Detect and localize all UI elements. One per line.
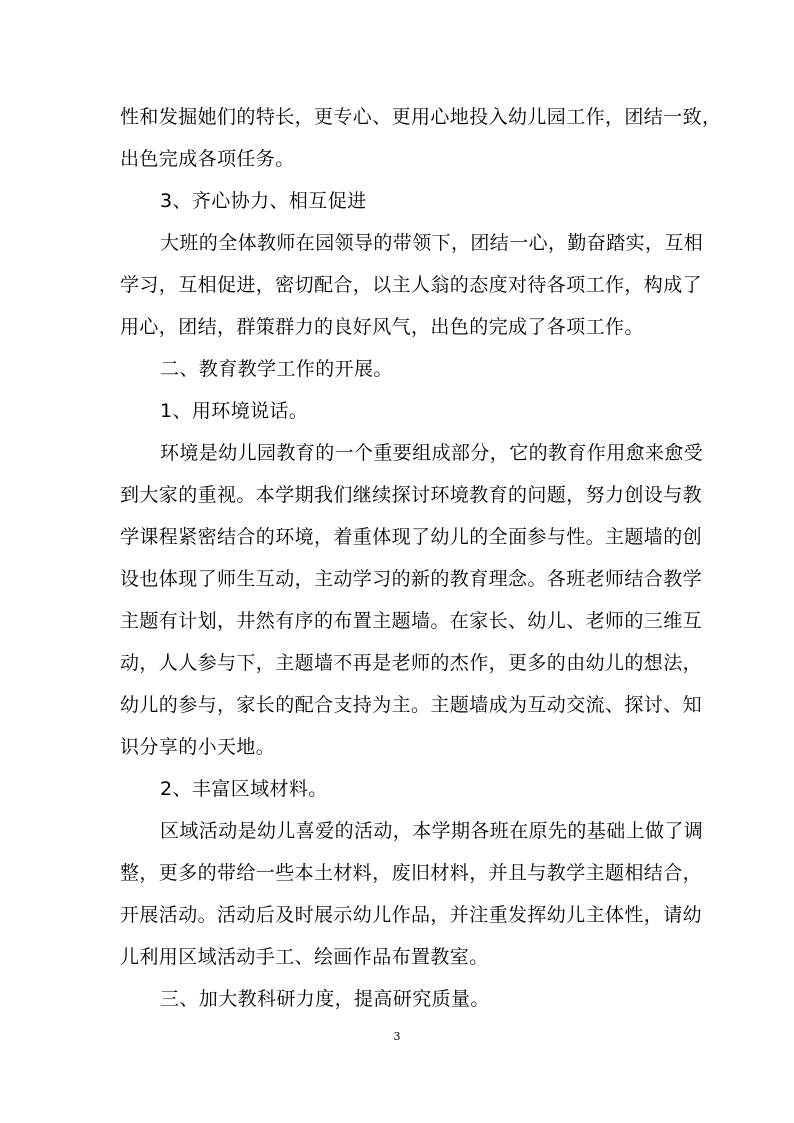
section-heading: 2、丰富区域材料。 [160, 778, 328, 800]
text-line: 幼儿的参与，家长的配合支持为主。主题墙成为互动交流、探讨、知 [120, 694, 703, 716]
text-line: 识分享的小天地。 [120, 736, 276, 758]
section-heading: 二、教育教学工作的开展。 [160, 358, 393, 380]
text-line: 设也体现了师生互动，主动学习的新的教育理念。各班老师结合教学 [120, 568, 703, 590]
page-number: 3 [393, 1030, 401, 1043]
text-line: 区域活动是幼儿喜爱的活动，本学期各班在原先的基础上做了调 [160, 820, 704, 842]
section-heading: 3、齐心协力、相互促进 [160, 190, 367, 212]
text-line: 用心，团结，群策群力的良好风气，出色的完成了各项工作。 [120, 316, 644, 338]
section-heading: 三、加大教科研力度，提高研究质量。 [160, 988, 490, 1010]
text-line: 到大家的重视。本学期我们继续探讨环境教育的问题，努力创设与教 [120, 484, 703, 506]
text-line: 性和发掘她们的特长，更专心、更用心地投入幼儿园工作，团结一致， [120, 106, 722, 128]
text-line: 学课程紧密结合的环境，着重体现了幼儿的全面参与性。主题墙的创 [120, 526, 703, 548]
text-line: 整，更多的带给一些本土材料，废旧材料，并且与教学主题相结合， [120, 862, 703, 884]
section-heading: 1、用环境说话。 [160, 400, 309, 422]
text-line: 大班的全体教师在园领导的带领下，团结一心，勤奋踏实，互相 [160, 232, 704, 254]
text-line: 儿利用区域活动手工、绘画作品布置教室。 [120, 946, 489, 968]
text-line: 主题有计划，井然有序的布置主题墙。在家长、幼儿、老师的三维互 [120, 610, 703, 632]
text-line: 环境是幼儿园教育的一个重要组成部分，它的教育作用愈来愈受 [160, 442, 704, 464]
text-line: 出色完成各项任务。 [120, 148, 295, 170]
text-line: 动，人人参与下，主题墙不再是老师的杰作，更多的由幼儿的想法， [120, 652, 703, 674]
text-line: 开展活动。活动后及时展示幼儿作品，并注重发挥幼儿主体性，请幼 [120, 904, 703, 926]
text-line: 学习，互相促进，密切配合，以主人翁的态度对待各项工作，构成了 [120, 274, 703, 296]
